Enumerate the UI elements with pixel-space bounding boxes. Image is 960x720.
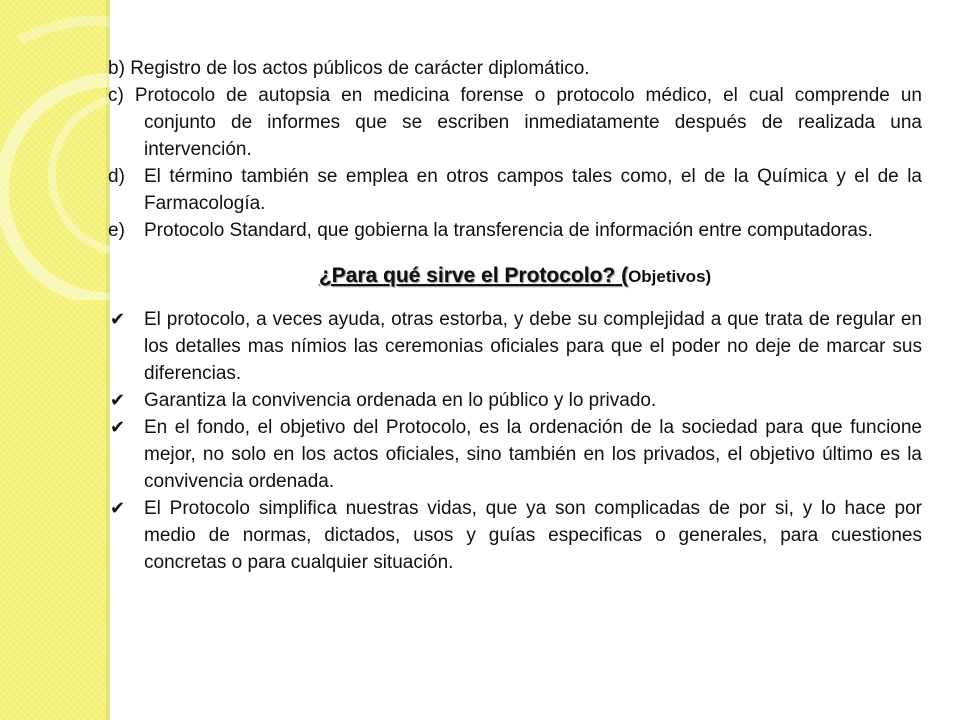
item-text: El término también se emplea en otros campos tales como, el de la Química y el de la Farmacología. [144,166,922,214]
list-item-d [108,163,922,217]
item-label: e) [108,220,125,241]
objective-text: En el fondo, el objetivo del Protocolo, es la ordenación de la sociedad para que funcione mejor, no solo en los actos oficiales, sino también en los privados, el objetivo último es la convivencia ordenada. [144,417,922,492]
objective-item [108,495,922,576]
objective-item [108,306,922,387]
item-text: Protocolo de autopsia en medicina forense o protocolo médico, el cual comprende un conjunto de informes que se escriben inmediatamente después de realizada una intervención. [134,85,923,160]
objective-item [108,387,922,414]
heading-main: ¿Para qué sirve el Protocolo? ( [318,264,629,287]
item-label: d) [108,166,125,187]
heading-sub: Objetivos) [628,267,712,286]
item-label: c) [108,85,124,106]
list-item-b [108,55,922,82]
checkmark-icon: ✔ [110,417,126,437]
item-text: Registro de los actos públicos de carácter diplomático. [130,58,590,79]
objective-item [108,414,922,495]
objective-text: El Protocolo simplifica nuestras vidas, que ya son complicadas de por si, y lo hace por medio de normas, dictados, usos y guías especificas o generales, para cuestiones concretas o para cualquier situación. [144,498,922,573]
list-item-e [108,217,922,244]
list-item-c [108,82,922,163]
checkmark-icon: ✔ [110,390,126,410]
objective-text: El protocolo, a veces ayuda, otras estorba, y debe su complejidad a que trata de regular en los detalles mas nímios las ceremonias oficiales para que el poder no deje de marcar sus diferencias. [144,309,922,384]
decorative-side-panel [0,0,106,720]
section-heading [108,262,922,290]
slide-content [108,55,922,576]
checkmark-icon: ✔ [110,309,126,329]
item-label: b) [108,58,125,79]
item-text: Protocolo Standard, que gobierna la transferencia de información entre computadoras. [144,220,873,241]
checkmark-icon: ✔ [110,498,126,518]
objective-text: Garantiza la convivencia ordenada en lo público y lo privado. [144,390,657,411]
